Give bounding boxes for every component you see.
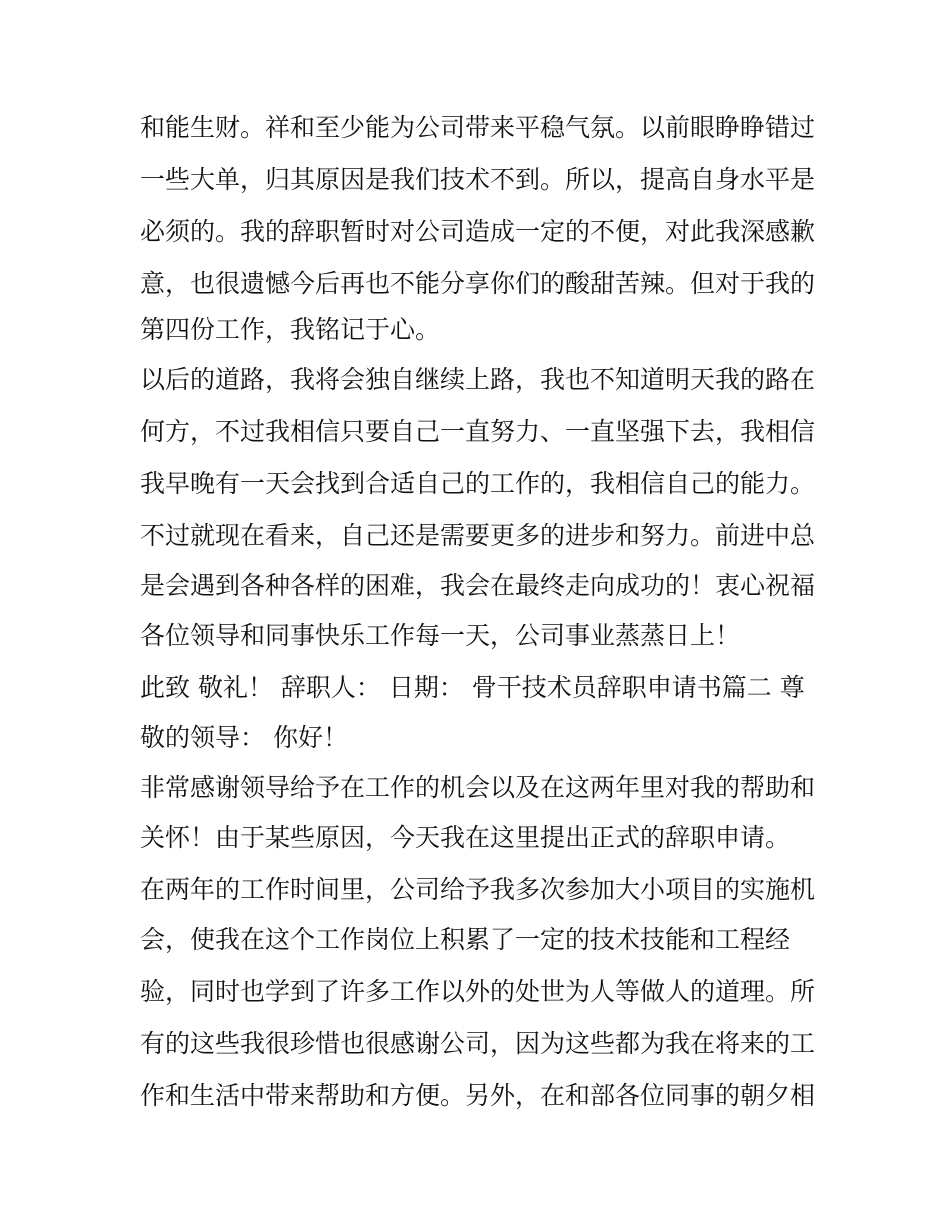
text-line: 和能生财。祥和至少能为公司带来平稳气氛。以前眼睁睁错过 [140,113,816,142]
text-line: 不过就现在看来，自己还是需要更多的进步和努力。前进中总 [140,521,816,550]
text-line: 是会遇到各种各样的困难，我会在最终走向成功的！衷心祝福 [140,571,816,600]
text-line: 第四份工作，我铭记于心。 [140,315,441,344]
text-line: 何方，不过我相信只要自己一直努力、一直坚强下去，我相信 [140,417,816,446]
text-line: 在两年的工作时间里，公司给予我多次参加大小项目的实施机 [140,875,816,904]
text-line: 各位领导和同事快乐工作每一天，公司事业蒸蒸日上！ [140,621,741,650]
text-line: 有的这些我很珍惜也很感谢公司，因为这些都为我在将来的工 [140,1029,816,1058]
text-line: 非常感谢领导给予在工作的机会以及在这两年里对我的帮助和 [140,773,816,802]
text-line: 以后的道路，我将会独自继续上路，我也不知道明天我的路在 [140,365,816,394]
text-line: 此致 敬礼！ 辞职人： 日期： 骨干技术员辞职申请书篇二 尊 [140,673,805,702]
text-line: 意，也很遗憾今后再也不能分享你们的酸甜苦辣。但对于我的 [140,269,816,298]
text-line: 作和生活中带来帮助和方便。另外，在和部各位同事的朝夕相 [140,1081,816,1110]
text-line: 敬的领导： 你好！ [140,723,348,752]
text-line: 我早晚有一天会找到合适自己的工作的，我相信自己的能力。 [140,469,816,498]
text-line: 关怀！由于某些原因，今天我在这里提出正式的辞职申请。 [140,823,791,852]
text-line: 一些大单，归其原因是我们技术不到。所以，提高自身水平是 [140,165,816,194]
text-line: 验，同时也学到了许多工作以外的处世为人等做人的道理。所 [140,977,816,1006]
text-line: 必须的。我的辞职暂时对公司造成一定的不便，对此我深感歉 [140,217,816,246]
text-line: 会，使我在这个工作岗位上积累了一定的技术技能和工程经 [140,925,791,954]
